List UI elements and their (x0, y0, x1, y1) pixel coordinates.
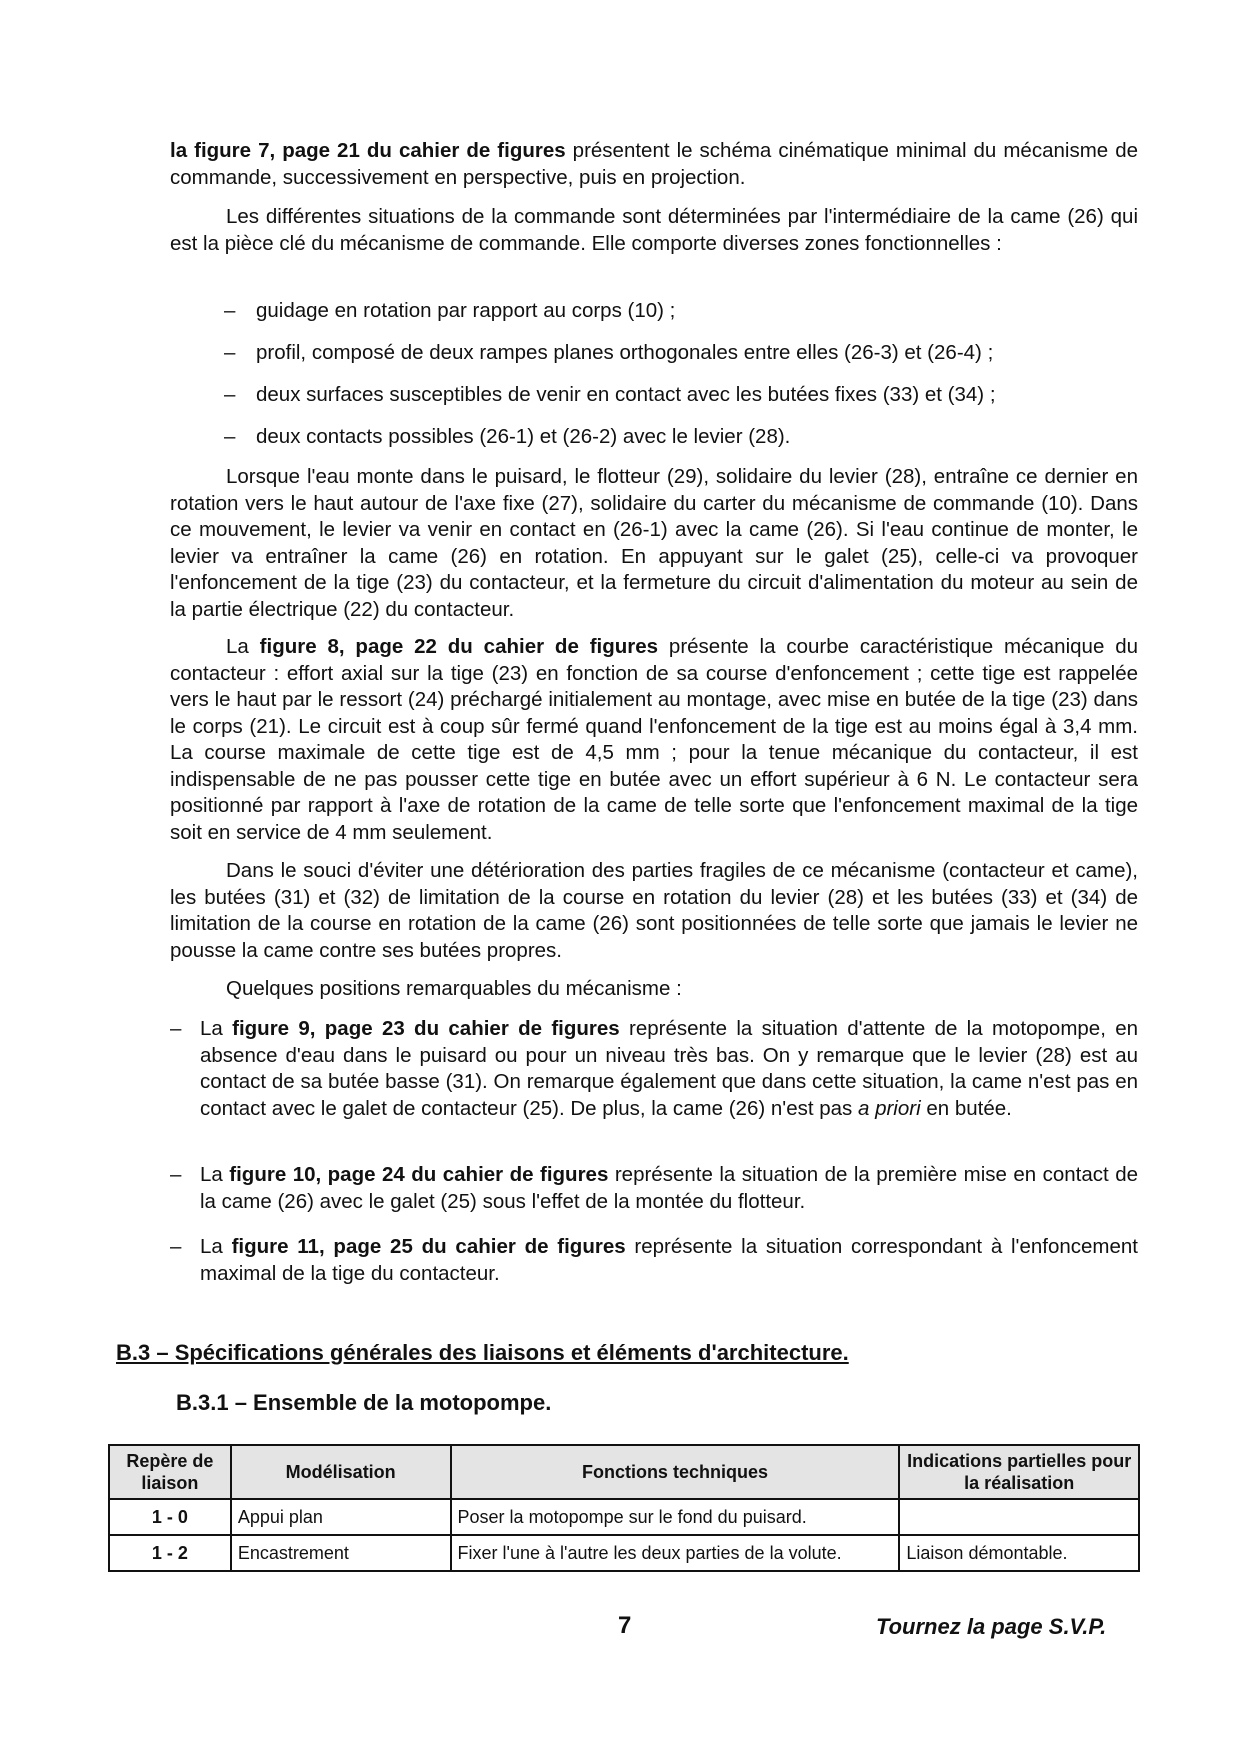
table-cell (899, 1499, 1139, 1535)
list-item: – guidage en rotation par rapport au corps (10) ; (224, 299, 676, 322)
list-item: – La figure 9, page 23 du cahier de figures représente la situation d'attente de la motopompe, en absence d'eau dans le puisard ou pour un niveau très bas. On y remarque que le levier (28) est au contact de sa butée basse (31). On remarque également que dans cette situation, la came n'est pas en contact avec le galet de contacteur (25). De plus, la came (26) n'est pas a priori en butée. (170, 1017, 1139, 1120)
table-cell: 1 - 0 (109, 1499, 231, 1535)
table-cell: Fixer l'une à l'autre les deux parties de la volute. (451, 1535, 900, 1571)
liaisons-table (108, 1444, 1140, 1572)
header-indications: Indications partielles pour la réalisation (899, 1445, 1139, 1499)
paragraph-butees: Dans le souci d'éviter une détérioration des parties fragiles de ce mécanisme (contacteur et came), les butées (31) et (32) de limitation de la course en rotation du levier (28) et les butées (33) et (34) de limitation de la course en rotation de la came (26) sont positionnées de telle sorte que jamais le levier ne pousse la came contre ses butées propres. (170, 859, 1138, 962)
list-item: – La figure 11, page 25 du cahier de figures représente la situation correspondant à l'enfoncement maximal de la tige du contacteur. (170, 1235, 1138, 1285)
turn-page-note: Tournez la page S.V.P. (876, 1614, 1107, 1639)
table-cell: Appui plan (231, 1499, 451, 1535)
table-cell: Liaison démontable. (899, 1535, 1139, 1571)
paragraph-operation: Lorsque l'eau monte dans le puisard, le flotteur (29), solidaire du levier (28), entraîne ce dernier en rotation vers le haut autour de l'axe fixe (27), solidaire du carter du mécanisme de commande (10). Dans ce mouvement, le levier va venir en contact en (26-1) avec la came (26). Si l'eau continue de monter, le levier va entraîner la came (26) en rotation. En appuyant sur le galet (25), celle-ci va provoquer l'enfoncement de la tige (23) du contacteur, et la fermeture du circuit d'alimentation du moteur au sein de la partie électrique (22) du contacteur. (170, 465, 1138, 621)
subsection-heading: B.3.1 – Ensemble de la motopompe. (176, 1390, 552, 1415)
paragraph-figure-8: La figure 8, page 22 du cahier de figures présente la courbe caractéristique mécanique du contacteur : effort axial sur la tige (23) en fonction de sa course d'enfoncement ; cette tige est rappelée vers le haut par le ressort (24) préchargé initialement au montage, avec mise en butée de la tige (23) dans le corps (21). Le circuit est à coup sûr fermé quand l'enfoncement de la tige est au moins égal à 3,4 mm. La course maximale de cette tige est de 4,5 mm ; pour la tenue mécanique du contacteur, il est indispensable de ne pas pousser cette tige en butée avec un effort supérieur à 6 N. Le contacteur sera positionné par rapport à l'axe de rotation de la came de telle sorte que l'enfoncement maximal de la tige soit en service de 4 mm seulement. (170, 635, 1139, 844)
table-header-row (109, 1445, 1139, 1499)
paragraph-figure-7: la figure 7, page 21 du cahier de figures présentent le schéma cinématique minimal du mécanisme de commande, successivement en perspective, puis en projection. (170, 139, 1138, 189)
paragraph-positions-intro: Quelques positions remarquables du mécanisme : (226, 977, 682, 1000)
section-heading: B.3 – Spécifications générales des liaisons et éléments d'architecture. (116, 1340, 849, 1365)
header-repere: Repère de liaison (109, 1445, 231, 1499)
table-cell: 1 - 2 (109, 1535, 231, 1571)
list-item: – deux contacts possibles (26-1) et (26-2) avec le levier (28). (224, 425, 791, 448)
header-fonctions: Fonctions techniques (451, 1445, 900, 1499)
header-modelisation: Modélisation (231, 1445, 451, 1499)
table-row (109, 1499, 1139, 1535)
list-item: – profil, composé de deux rampes planes orthogonales entre elles (26-3) et (26-4) ; (224, 341, 994, 364)
table-cell: Poser la motopompe sur le fond du puisard. (451, 1499, 900, 1535)
table-cell: Encastrement (231, 1535, 451, 1571)
page-number: 7 (618, 1612, 632, 1639)
list-item: – deux surfaces susceptibles de venir en contact avec les butées fixes (33) et (34) ; (224, 383, 996, 406)
paragraph-situations: Les différentes situations de la commande sont déterminées par l'intermédiaire de la came (26) qui est la pièce clé du mécanisme de commande. Elle comporte diverses zones fonctionnelles : (170, 205, 1138, 255)
list-item: – La figure 10, page 24 du cahier de figures représente la situation de la première mise en contact de la came (26) avec le galet (25) sous l'effet de la montée du flotteur. (170, 1163, 1138, 1213)
table-row (109, 1535, 1139, 1571)
